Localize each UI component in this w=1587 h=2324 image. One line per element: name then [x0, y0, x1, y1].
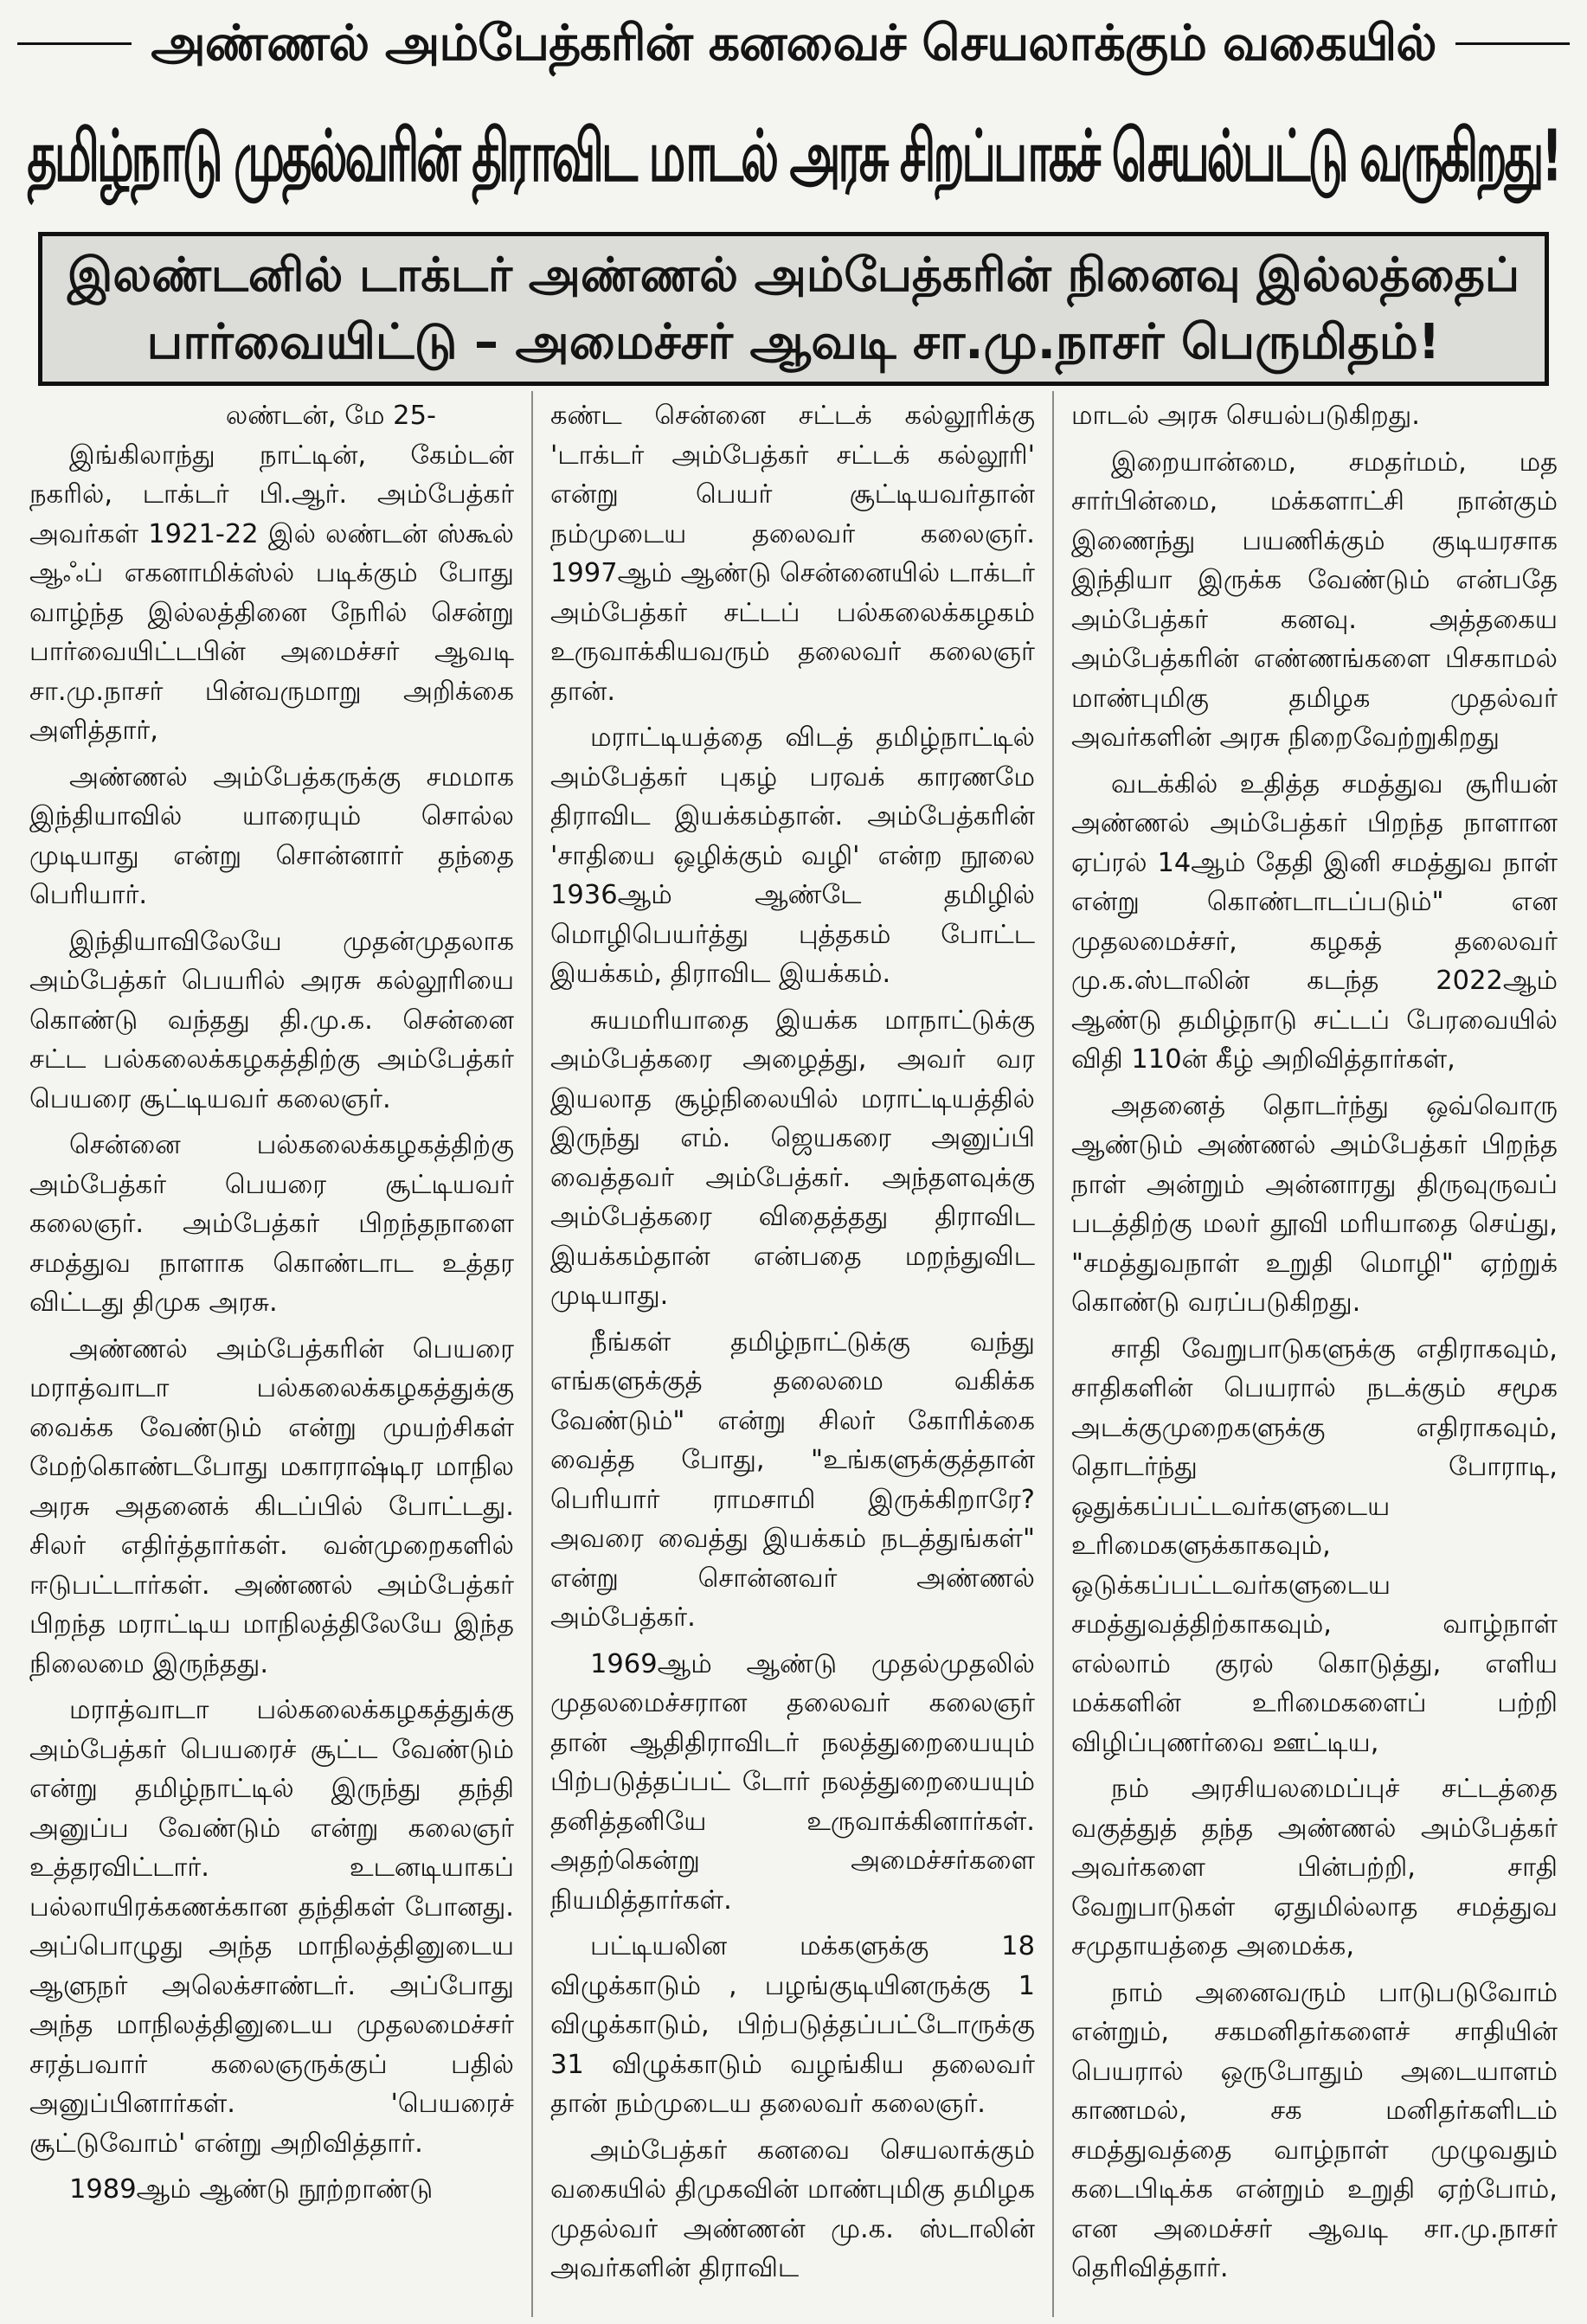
- paragraph: இங்கிலாந்து நாட்டின், கேம்டன் நகரில், டாக்டர் பி.ஆர். அம்பேத்கர் அவர்கள் 1921-22 இல் லண்டன் ஸ்கூல் ஆஃப் எகனாமிக்ஸ்ல் படிக்கும் போது வாழ்ந்த இல்லத்தினை நேரில் சென்று பார்வையிட்டபின் அமைச்சர் ஆவடி சா.மு.நாசர் பின்வருமாறு அறிக்கை அளித்தார்,: [29, 440, 514, 746]
- paragraph: நம் அரசியலமைப்புச் சட்டத்தை வகுத்துத் தந்த அண்ணல் அம்பேத்கர் அவர்களை பின்பற்றி, சாதி வேறுபாடுகள் ஏதுமில்லாத சமத்துவ சமுதாயத்தை அமைக்க,: [1071, 1774, 1558, 1961]
- article-body: [12, 391, 1575, 2317]
- paragraph: அதனைத் தொடர்ந்து ஒவ்வொரு ஆண்டும் அண்ணல் அம்பேத்கர் பிறந்த நாள் அன்றும் அன்னாரது திருவுருவப் படத்திற்கு மலர் தூவி மரியாதை செய்து, "சமத்துவநாள் உறுதி மொழி" ஏற்றுக் கொண்டு வரப்படுகிறது.: [1071, 1090, 1558, 1318]
- paragraph: மராத்வாடா பல்கலைக்கழகத்துக்கு அம்பேத்கர் பெயரைச் சூட்ட வேண்டும் என்று தமிழ்நாட்டில் இருந்து தந்தி அனுப்ப வேண்டும் என்று கலைஞர் உத்தரவிட்டார். உடனடியாகப் பல்லாயிரக்கணக்கான தந்திகள் போனது. அப்பொழுது அந்த மாநிலத்தினுடைய ஆளுநர் அலெக்சாண்டர். அப்போது அந்த மாநிலத்தினுடைய முதலமைச்சர் சரத்பவார் கலைஞருக்குப் பதில் அனுப்பினார்கள். 'பெயரைச் சூட்டுவோம்' என்று அறிவித்தார்.: [29, 1695, 514, 2159]
- paragraph: இந்தியாவிலேயே முதன்முதலாக அம்பேத்கர் பெயரில் அரசு கல்லூரியை கொண்டு வந்தது தி.மு.க. சென்னை சட்ட பல்கலைக்கழகத்திற்கு அம்பேத்கர் பெயரை சூட்டியவர் கலைஞர்.: [29, 926, 514, 1114]
- subheadline-line-1: இலண்டனில் டாக்டர் அண்ணல் அம்பேத்கரின் நினைவு இல்லத்தைப்: [67, 247, 1520, 302]
- paragraph: சுயமரியாதை இயக்க மாநாட்டுக்கு அம்பேத்கரை அழைத்து, அவர் வர இயலாத சூழ்நிலையில் மராட்டியத்தில் இருந்து எம். ஜெயகரை அனுப்பி வைத்தவர் அம்பேத்கர். அந்தளவுக்கு அம்பேத்கரை விதைத்தது திராவிட இயக்கம்தான் என்பதை மறந்துவிட முடியாது.: [550, 1005, 1035, 1311]
- paragraph: அண்ணல் அம்பேத்கருக்கு சமமாக இந்தியாவில் யாரையும் சொல்ல முடியாது என்று சொன்னார் தந்தை பெரியார்.: [29, 761, 514, 910]
- paragraph: அண்ணல் அம்பேத்கரின் பெயரை மராத்வாடா பல்கலைக்கழகத்துக்கு வைக்க வேண்டும் என்று முயற்சிகள் மேற்கொண்டபோது மகாராஷ்டிர மாநில அரசு அதனைக் கிடப்பில் போட்டது. சிலர் எதிர்த்தார்கள். வன்முறைகளில் ஈடுபட்டார்கள். அண்ணல் அம்பேத்கர் பிறந்த மராட்டிய மாநிலத்திலேயே இந்த நிலைமை இருந்தது.: [29, 1333, 514, 1679]
- paragraph: பட்டியலின மக்களுக்கு 18 விழுக்காடும் , பழங்குடியினருக்கு 1 விழுக்காடும், பிற்படுத்தப்பட்டோருக்கு 31 விழுக்காடும் வழங்கிய தலைவர் தான் நம்முடைய தலைவர் கலைஞர்.: [550, 1931, 1035, 2119]
- column-3: [1054, 391, 1575, 2317]
- subheadline-box: [38, 232, 1549, 386]
- headline-main-row: [0, 97, 1587, 227]
- paragraph: மாடல் அரசு செயல்படுகிறது.: [1071, 401, 1420, 431]
- headline-rule-right: [1455, 42, 1570, 45]
- column-1: [12, 391, 533, 2317]
- paragraph: 1969ஆம் ஆண்டு முதல்முதலில் முதலமைச்சரான தலைவர் கலைஞர் தான் ஆதிதிராவிடர் நலத்துறையையும் பிற்படுத்தப்பட் டோர் நலத்துறையையும் தனித்தனியே உருவாக்கினார்கள். அதற்கென்று அமைச்சர்களை நியமித்தார்கள்.: [550, 1648, 1035, 1916]
- column-2: [533, 391, 1054, 2317]
- paragraph: நாம் அனைவரும் பாடுபடுவோம் என்றும், சகமனிதர்களைச் சாதியின் பெயரால் ஒருபோதும் அடையாளம் காணமல், சக மனிதர்களிடம் சமத்துவத்தை வாழ்நாள் முழுவதும் கடைபிடிக்க என்றும் உறுதி ஏற்போம், என அமைச்சர் ஆவடி சா.மு.நாசர் தெரிவித்தார்.: [1071, 1977, 1558, 2283]
- headline-rule-left: [17, 42, 132, 45]
- headline-main: தமிழ்நாடு முதல்வரின் திராவிட மாடல் அரசு சிறப்பாகச் செயல்பட்டு வருகிறது!: [27, 116, 1560, 198]
- paragraph: மராட்டியத்தை விடத் தமிழ்நாட்டில் அம்பேத்கர் புகழ் பரவக் காரணமே திராவிட இயக்கம்தான். அம்பேத்கரின் 'சாதியை ஒழிக்கும் வழி' என்ற நூலை 1936ஆம் ஆண்டே தமிழில் மொழிபெயர்த்து புத்தகம் போட்ட இயக்கம், திராவிட இயக்கம்.: [550, 722, 1035, 989]
- headline-top-row: [0, 3, 1587, 83]
- paragraph: 1989ஆம் ஆண்டு நூற்றாண்டு: [69, 2174, 434, 2205]
- paragraph: இறையான்மை, சமதர்மம், மத சார்பின்மை, மக்களாட்சி நான்கும் இணைந்து பயணிக்கும் குடியரசாக இந்தியா இருக்க வேண்டும் என்பதே அம்பேத்கர் கனவு. அத்தகைய அம்பேத்கரின் எண்ணங்களை பிசகாமல் மாண்புமிகு தமிழக முதல்வர் அவர்களின் அரசு நிறைவேற்றுகிறது: [1071, 446, 1558, 753]
- paragraph: வடக்கில் உதித்த சமத்துவ சூரியன் அண்ணல் அம்பேத்கர் பிறந்த நாளான ஏப்ரல் 14ஆம் தேதி இனி சமத்துவ நாள் என்று கொண்டாடப்படும்" என முதலமைச்சர், கழகத் தலைவர் மு.க.ஸ்டாலின் கடந்த 2022ஆம் ஆண்டு தமிழ்நாடு சட்டப் பேரவையில் விதி 110ன் கீழ் அறிவித்தார்கள்,: [1071, 768, 1558, 1075]
- paragraph: சென்னை பல்கலைக்கழகத்திற்கு அம்பேத்கர் பெயரை சூட்டியவர் கலைஞர். அம்பேத்கர் பிறந்தநாளை சமத்துவ நாளாக கொண்டாட உத்தர விட்டது திமுக அரசு.: [29, 1130, 514, 1318]
- subheadline-line-2: பார்வையிட்டு – அமைச்சர் ஆவடி சா.மு.நாசர் பெருமிதம்!: [146, 314, 1441, 370]
- headline-top: அண்ணல் அம்பேத்கரின் கனவைச் செயலாக்கும் வகையில்: [151, 15, 1436, 72]
- dateline: லண்டன், மே 25-: [225, 401, 436, 431]
- paragraph: சாதி வேறுபாடுகளுக்கு எதிராகவும், சாதிகளின் பெயரால் நடக்கும் சமூக அடக்குமுறைகளுக்கு எதிராகவும், தொடர்ந்து போராடி, ஒதுக்கப்பட்டவர்களுடைய உரிமைகளுக்காகவும், ஒடுக்கப்பட்டவர்களுடைய சமத்துவத்திற்காகவும், வாழ்நாள் எல்லாம் குரல் கொடுத்து, எளிய மக்களின் உரிமைகளைப் பற்றி விழிப்புணர்வை ஊட்டிய,: [1071, 1333, 1558, 1758]
- paragraph: அம்பேத்கர் கனவை செயலாக்கும் வகையில் திமுகவின் மாண்புமிகு தமிழக முதல்வர் அண்ணன் மு.க. ஸ்டாலின் அவர்களின் திராவிட: [550, 2135, 1035, 2283]
- paragraph: நீங்கள் தமிழ்நாட்டுக்கு வந்து எங்களுக்குத் தலைமை வகிக்க வேண்டும்" என்று சிலர் கோரிக்கை வைத்த போது, "உங்களுக்குத்தான் பெரியார் ராமசாமி இருக்கிறாரே? அவரை வைத்து இயக்கம் நடத்துங்கள்" என்று சொன்னவர் அண்ணல் அம்பேத்கர்.: [550, 1326, 1035, 1633]
- paragraph: கண்ட சென்னை சட்டக் கல்லூரிக்கு 'டாக்டர் அம்பேத்கர் சட்டக் கல்லூரி' என்று பெயர் சூட்டியவர்தான் நம்முடைய தலைவர் கலைஞர். 1997ஆம் ஆண்டு சென்னையில் டாக்டர் அம்பேத்கர் சட்டப் பல்கலைக்கழகம் உருவாக்கியவரும் தலைவர் கலைஞர் தான்.: [550, 401, 1035, 707]
